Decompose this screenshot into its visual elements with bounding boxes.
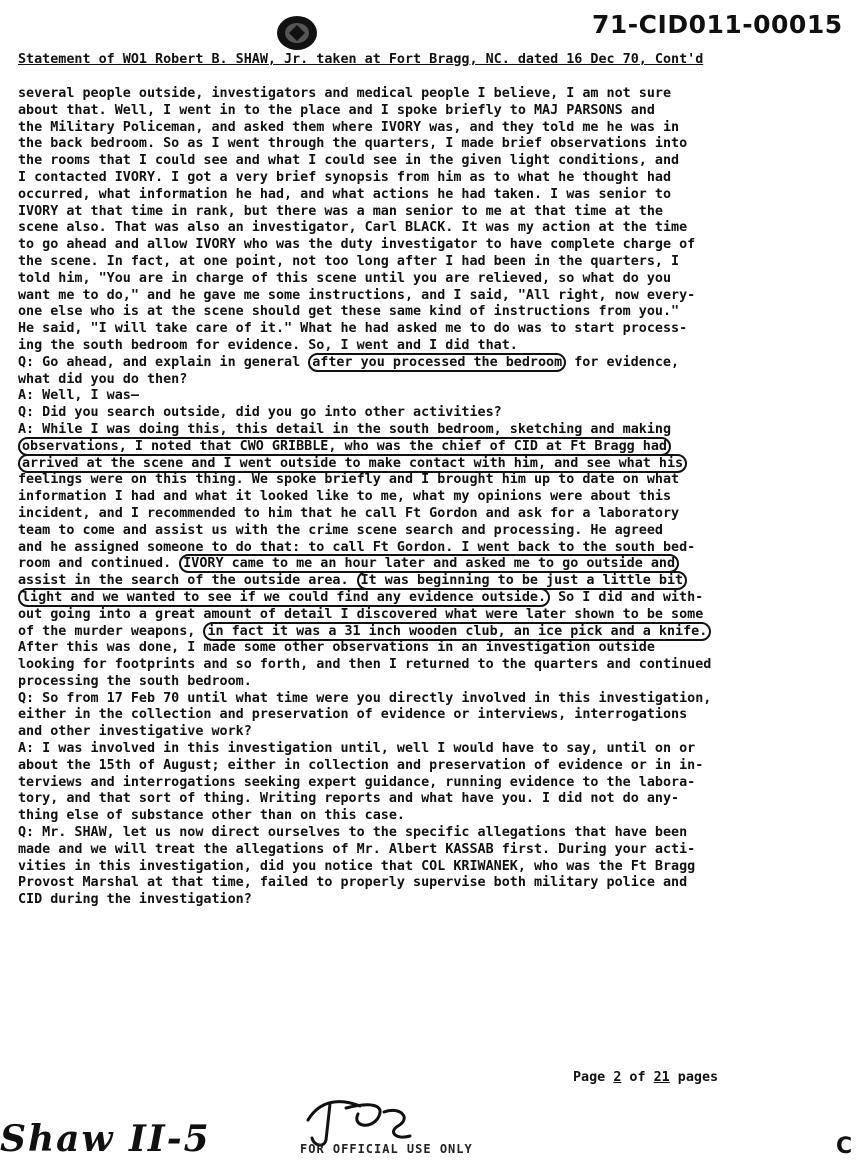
document-id: 71-CID011-00015 bbox=[592, 10, 843, 39]
circled-passage: observations, I noted that CWO GRIBBLE, who was the chief of CID at Ft Bragg had bbox=[18, 437, 671, 456]
text-segment: to go ahead and allow IVORY who was the duty investigator to have complete charge of bbox=[18, 237, 696, 253]
seal-icon bbox=[275, 14, 319, 52]
text-line bbox=[18, 607, 848, 624]
text-segment: IVORY at that time in rank, but there was a man senior to me at that time at the bbox=[18, 203, 663, 219]
circled-passage: arrived at the scene and I went outside to make contact with him, and see what his bbox=[18, 454, 687, 473]
page-of: of bbox=[621, 1070, 654, 1085]
text-line bbox=[18, 472, 848, 489]
text-line bbox=[18, 791, 848, 808]
text-segment: A: While I was doing this, this detail in the south bedroom, sketching and making bbox=[18, 421, 672, 437]
text-line bbox=[18, 120, 848, 137]
text-segment: and he assigned someone to do that: to call Ft Gordon. I went back to the south bed- bbox=[18, 539, 696, 555]
text-line bbox=[18, 271, 848, 288]
classification-stamp: FOR OFFICIAL USE ONLY bbox=[300, 1142, 473, 1156]
text-line bbox=[18, 640, 848, 657]
page-prefix: Page bbox=[573, 1070, 614, 1085]
text-segment: Provost Marshal at that time, failed to properly supervise both military police and bbox=[18, 875, 688, 891]
circled-passage: light and we wanted to see if we could find any evidence outside. bbox=[18, 588, 550, 607]
text-segment: processing the south bedroom. bbox=[18, 673, 252, 689]
text-segment: team to come and assist us with the crime scene search and processing. He agreed bbox=[18, 522, 663, 538]
text-line bbox=[18, 657, 848, 674]
text-segment: A: I was involved in this investigation until, well I would have to say, until on or bbox=[18, 741, 696, 757]
text-line bbox=[18, 590, 848, 607]
text-line bbox=[18, 523, 848, 540]
text-line bbox=[18, 304, 848, 321]
text-line bbox=[18, 187, 848, 204]
text-segment: incident, and I recommended to him that he call Ft Gordon and ask for a laboratory bbox=[18, 505, 680, 521]
text-line bbox=[18, 724, 848, 741]
text-line bbox=[18, 405, 848, 422]
text-segment: thing else of substance other than on this case. bbox=[18, 808, 405, 824]
text-segment: the back bedroom. So as I went through the quarters, I made brief observations into bbox=[18, 136, 688, 152]
text-line bbox=[18, 691, 848, 708]
text-line bbox=[18, 86, 848, 103]
text-segment: and other investigative work? bbox=[18, 724, 252, 740]
text-line bbox=[18, 808, 848, 825]
text-segment: out going into a great amount of detail I discovered what were later shown to be some bbox=[18, 606, 704, 622]
text-line bbox=[18, 439, 848, 456]
circled-passage: after you processed the bedroom bbox=[308, 353, 566, 372]
page-current: 2 bbox=[613, 1070, 622, 1085]
text-line bbox=[18, 707, 848, 724]
circled-passage: It was beginning to be just a little bit bbox=[357, 571, 687, 590]
text-line bbox=[18, 875, 848, 892]
text-segment: A: Well, I was— bbox=[18, 388, 139, 404]
text-line bbox=[18, 254, 848, 271]
text-segment: assist in the search of the outside area. bbox=[18, 573, 357, 589]
text-line bbox=[18, 170, 848, 187]
circled-passage: IVORY came to me an hour later and asked me to go outside and bbox=[179, 554, 679, 573]
text-segment: looking for footprints and so forth, and then I returned to the quarters and continued bbox=[18, 657, 712, 673]
text-line bbox=[18, 775, 848, 792]
text-segment: Q: Mr. SHAW, let us now direct ourselves to the specific allegations that have been bbox=[18, 825, 688, 841]
text-line bbox=[18, 237, 848, 254]
text-line bbox=[18, 220, 848, 237]
text-line bbox=[18, 741, 848, 758]
text-segment: one else who is at the scene should get these same kind of instructions from you." bbox=[18, 304, 680, 320]
text-line bbox=[18, 859, 848, 876]
page-suffix: pages bbox=[669, 1070, 719, 1085]
corner-mark: C bbox=[836, 1134, 853, 1159]
text-line bbox=[18, 136, 848, 153]
text-line bbox=[18, 372, 848, 389]
exhibit-mark: Shaw II-5 bbox=[0, 1118, 211, 1160]
text-line bbox=[18, 842, 848, 859]
text-line bbox=[18, 321, 848, 338]
text-segment: He said, "I will take care of it." What he had asked me to do was to start process- bbox=[18, 321, 688, 337]
text-line bbox=[18, 388, 848, 405]
text-segment: tory, and that sort of thing. Writing reports and what have you. I did not do any- bbox=[18, 791, 680, 807]
text-line bbox=[18, 825, 848, 842]
text-line bbox=[18, 674, 848, 691]
text-segment: information I had and what it looked like to me, what my opinions were about this bbox=[18, 489, 672, 505]
circled-passage: in fact it was a 31 inch wooden club, an ice pick and a knife. bbox=[203, 622, 711, 641]
text-segment: occurred, what information he had, and what actions he had taken. I was senior to bbox=[18, 186, 672, 202]
text-segment: what did you do then? bbox=[18, 371, 188, 387]
text-line bbox=[18, 204, 848, 221]
text-segment: about that. Well, I went in to the place and I spoke briefly to MAJ PARSONS and bbox=[18, 102, 655, 118]
text-segment: the Military Policeman, and asked them where IVORY was, and they told me he was in bbox=[18, 119, 680, 135]
text-line bbox=[18, 355, 848, 372]
text-line bbox=[18, 103, 848, 120]
text-segment: Q: So from 17 Feb 70 until what time were you directly involved in this investigation, bbox=[18, 690, 712, 706]
statement-body bbox=[18, 86, 848, 909]
text-segment: for evidence, bbox=[566, 354, 680, 370]
text-segment: I contacted IVORY. I got a very brief synopsis from him as to what he thought had bbox=[18, 169, 672, 185]
text-segment: Q: Did you search outside, did you go into other activities? bbox=[18, 405, 502, 421]
statement-header: Statement of WO1 Robert B. SHAW, Jr. taken at Fort Bragg, NC. dated 16 Dec 70, Cont'd bbox=[18, 52, 704, 67]
text-segment: After this was done, I made some other observations in an investigation outside bbox=[18, 640, 655, 656]
text-line bbox=[18, 624, 848, 641]
page-number bbox=[573, 1070, 718, 1085]
text-segment: the scene. In fact, at one point, not too long after I had been in the quarters, I bbox=[18, 253, 680, 269]
text-segment: either in the collection and preservation of evidence or interviews, interrogations bbox=[18, 707, 688, 723]
text-segment: the rooms that I could see and what I could see in the given light conditions, and bbox=[18, 153, 680, 169]
text-segment: room and continued. bbox=[18, 556, 180, 572]
text-segment: ing the south bedroom for evidence. So, I went and I did that. bbox=[18, 337, 518, 353]
text-segment: CID during the investigation? bbox=[18, 892, 252, 908]
text-segment: about the 15th of August; either in collection and preservation of evidence or in in- bbox=[18, 757, 704, 773]
text-line bbox=[18, 489, 848, 506]
text-line bbox=[18, 506, 848, 523]
text-line bbox=[18, 892, 848, 909]
text-segment: Q: Go ahead, and explain in general bbox=[18, 354, 309, 370]
text-segment: several people outside, investigators and medical people I believe, I am not sure bbox=[18, 86, 672, 101]
text-segment: told him, "You are in charge of this scene until you are relieved, so what do you bbox=[18, 270, 672, 286]
text-segment: made and we will treat the allegations of Mr. Albert KASSAB first. During your acti- bbox=[18, 841, 696, 857]
text-segment: terviews and interrogations seeking expert guidance, running evidence to the labora- bbox=[18, 774, 696, 790]
text-segment: feelings were on this thing. We spoke briefly and I brought him up to date on what bbox=[18, 472, 680, 488]
text-segment: So I did and with- bbox=[550, 589, 704, 605]
text-line bbox=[18, 153, 848, 170]
text-segment: want me to do," and he gave me some instructions, and I said, "All right, now every- bbox=[18, 287, 696, 303]
text-segment: vities in this investigation, did you notice that COL KRIWANEK, who was the Ft Bragg bbox=[18, 858, 696, 874]
text-line bbox=[18, 758, 848, 775]
text-line bbox=[18, 456, 848, 473]
text-line bbox=[18, 288, 848, 305]
text-segment: of the murder weapons, bbox=[18, 623, 204, 639]
page-total: 21 bbox=[653, 1070, 670, 1085]
text-segment: scene also. That was also an investigator, Carl BLACK. It was my action at the time bbox=[18, 220, 688, 236]
